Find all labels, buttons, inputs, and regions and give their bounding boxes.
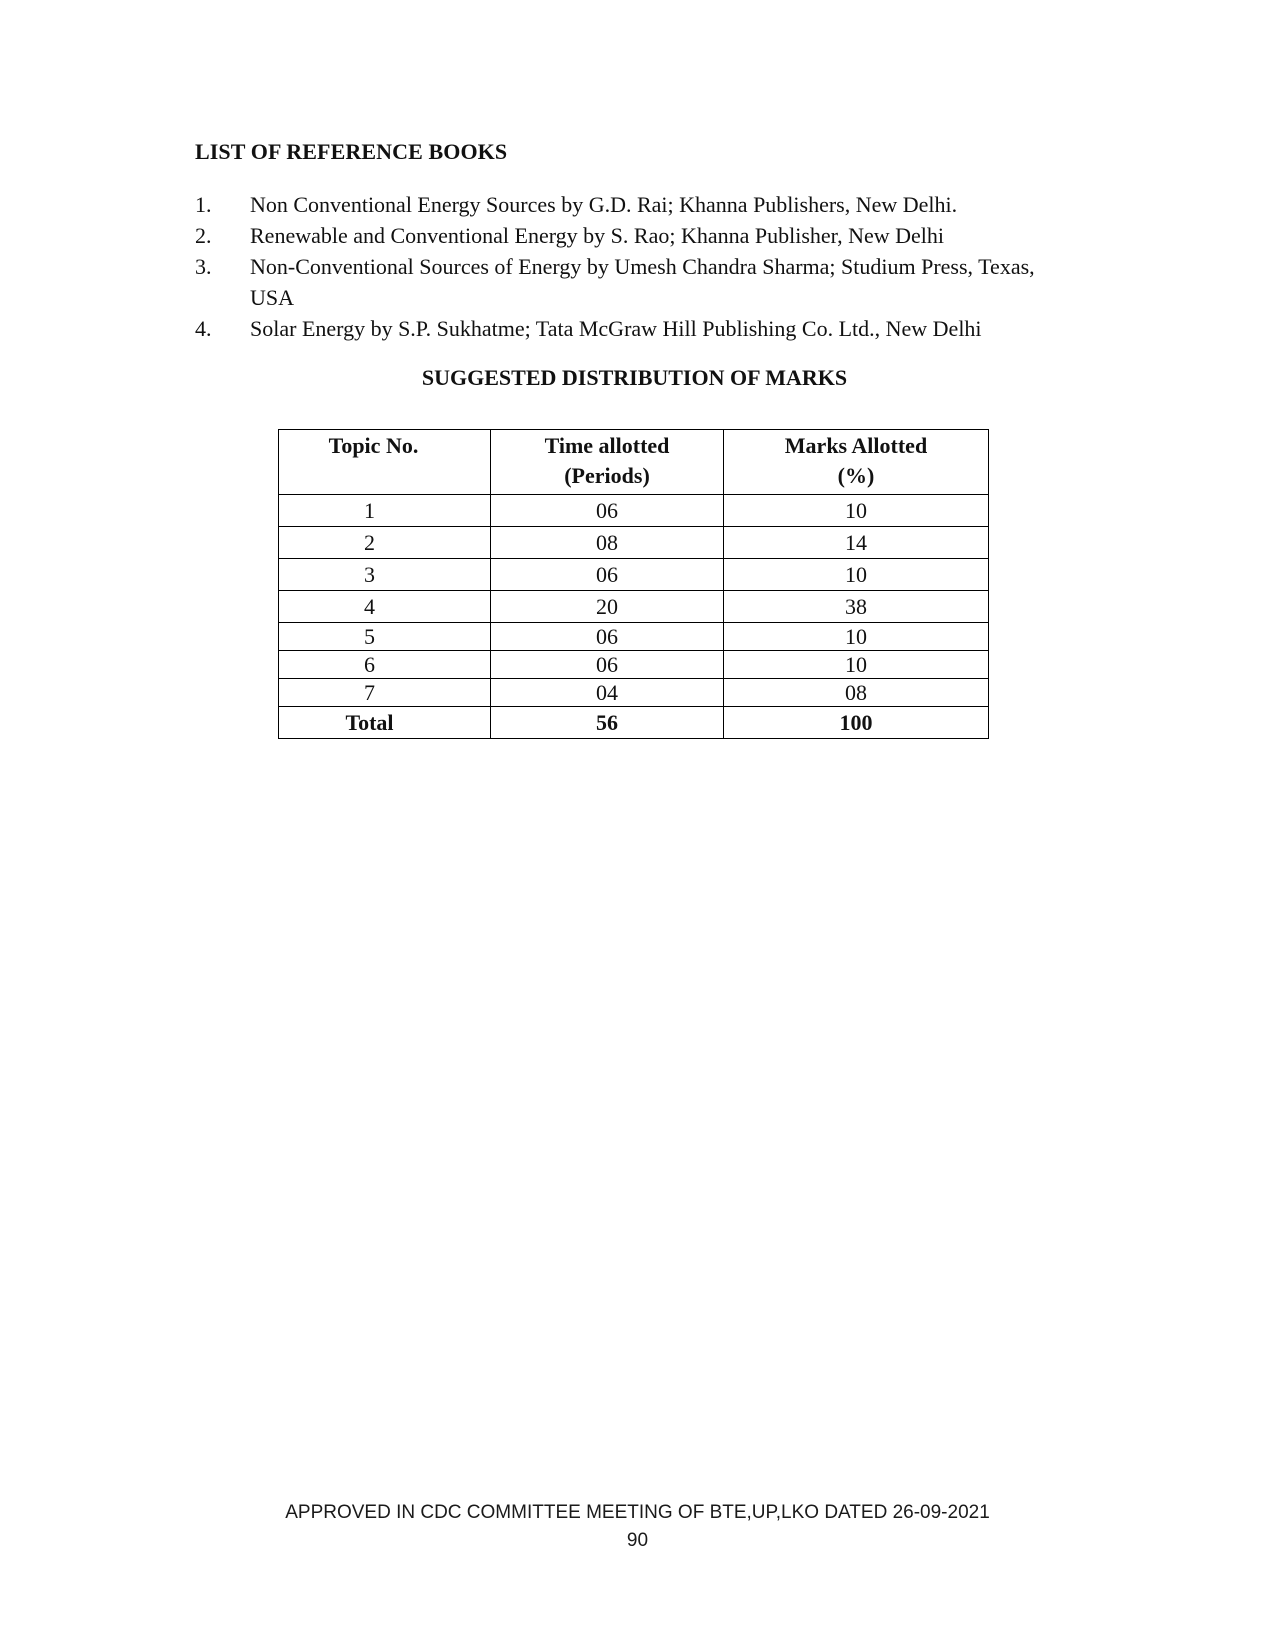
reference-item — [195, 251, 1075, 313]
cell-topic: 3 — [279, 559, 491, 591]
reference-text: Renewable and Conventional Energy by S. Rao; Khanna Publisher, New Delhi — [250, 223, 945, 248]
reference-item — [195, 220, 1075, 251]
marks-distribution-table — [278, 429, 989, 739]
table-row — [279, 623, 989, 651]
cell-time: 06 — [491, 623, 724, 651]
reference-text: Non Conventional Energy Sources by G.D. Rai; Khanna Publishers, New Delhi. — [250, 192, 958, 217]
header-topic-no-label: Topic No. — [328, 433, 419, 458]
header-time-line2: (Periods) — [564, 463, 650, 488]
cell-marks: 08 — [724, 679, 989, 707]
reference-books-list — [195, 189, 1075, 344]
cell-time: 08 — [491, 527, 724, 559]
reference-item — [195, 313, 1075, 344]
cell-marks: 38 — [724, 591, 989, 623]
cell-marks: 10 — [724, 559, 989, 591]
header-marks-allotted — [724, 430, 989, 495]
cell-time: 06 — [491, 495, 724, 527]
page-number: 90 — [626, 1530, 649, 1551]
header-marks-line1: Marks Allotted — [784, 433, 928, 458]
cell-total-label: Total — [279, 707, 491, 739]
marks-distribution-heading — [0, 365, 1275, 391]
reference-books-heading: LIST OF REFERENCE BOOKS — [195, 139, 508, 164]
table-row — [279, 527, 989, 559]
cell-topic: 6 — [279, 651, 491, 679]
reference-number: 1. — [195, 192, 212, 217]
header-topic-no — [279, 430, 491, 495]
cell-total-marks: 100 — [724, 707, 989, 739]
table-header-row — [279, 430, 989, 495]
table-row — [279, 651, 989, 679]
reference-text: Solar Energy by S.P. Sukhatme; Tata McGraw Hill Publishing Co. Ltd., New Delhi — [250, 316, 982, 341]
cell-time: 06 — [491, 559, 724, 591]
cell-marks: 10 — [724, 495, 989, 527]
cell-time: 04 — [491, 679, 724, 707]
cell-topic: 1 — [279, 495, 491, 527]
table-row — [279, 495, 989, 527]
header-time-line1: Time allotted — [544, 433, 670, 458]
cell-time: 20 — [491, 591, 724, 623]
table-total-row — [279, 707, 989, 739]
cell-topic: 5 — [279, 623, 491, 651]
cell-time: 06 — [491, 651, 724, 679]
approval-footer: APPROVED IN CDC COMMITTEE MEETING OF BTE,UP,LKO DATED 26-09-2021 — [285, 1502, 990, 1523]
cell-topic: 2 — [279, 527, 491, 559]
table-row — [279, 559, 989, 591]
header-time-allotted — [491, 430, 724, 495]
table-row — [279, 591, 989, 623]
cell-topic: 7 — [279, 679, 491, 707]
table-row — [279, 679, 989, 707]
reference-text: Non-Conventional Sources of Energy by Umesh Chandra Sharma; Studium Press, Texas, USA — [250, 254, 1035, 310]
cell-marks: 10 — [724, 651, 989, 679]
header-marks-line2: (%) — [837, 463, 875, 488]
reference-item — [195, 189, 1075, 220]
cell-total-time: 56 — [491, 707, 724, 739]
marks-distribution-heading-text: SUGGESTED DISTRIBUTION OF MARKS — [421, 365, 848, 390]
cell-marks: 10 — [724, 623, 989, 651]
cell-marks: 14 — [724, 527, 989, 559]
reference-number: 4. — [195, 316, 212, 341]
reference-number: 2. — [195, 223, 212, 248]
cell-topic: 4 — [279, 591, 491, 623]
reference-number: 3. — [195, 254, 212, 279]
